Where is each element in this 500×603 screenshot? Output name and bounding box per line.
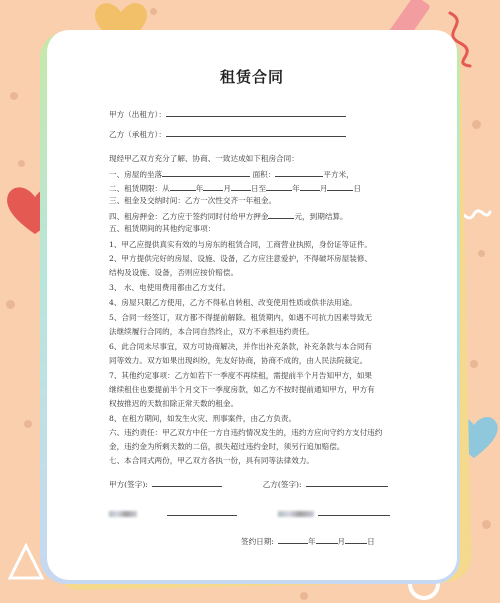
redacted-field bbox=[109, 511, 137, 517]
party-b-line: 乙方（承租方）： bbox=[109, 128, 346, 140]
decor-dot bbox=[482, 520, 491, 529]
contract-page bbox=[47, 30, 457, 580]
clause-location: 一、房屋的坐落 面积： 平方米， bbox=[109, 170, 354, 179]
sign-date: 签约日期: 年 月 日 bbox=[241, 537, 375, 546]
sign-a-label: 甲方(签字): bbox=[109, 480, 148, 489]
redacted-row bbox=[109, 507, 390, 519]
intro-text: 现经甲乙双方充分了解、协商、一致达成如下租房合同： bbox=[109, 154, 299, 163]
clause-item: 同等效力。双方如果出现纠纷，先友好协商，协商不成的，由人民法院裁定。 bbox=[109, 356, 368, 365]
clause-item: 5、合同一经签订，双方都不得提前解除。租赁期内，如遇不可抗力因素导致无 bbox=[109, 313, 373, 322]
decor-dot bbox=[6, 300, 15, 309]
decor-dot bbox=[18, 160, 25, 167]
clause-item: 权按推迟的天数扣除正常天数的租金。 bbox=[109, 399, 239, 408]
signature-row bbox=[109, 478, 388, 490]
decor-dot bbox=[300, 592, 308, 600]
decor-dot bbox=[10, 92, 18, 100]
clause-item: 8、在租方期间，如发生火灾、刑事案件，由乙方负责。 bbox=[109, 414, 297, 423]
decor-dot bbox=[478, 250, 485, 257]
clause-term: 二、租赁期限：从 年 月 日至 年 月 日 bbox=[109, 184, 361, 193]
clause-item: 1、甲乙应提供真实有效的与房东的租赁合同，工商营业执照，身份证等证件。 bbox=[109, 240, 373, 249]
clause-item: 3、 水、电使用费用都由乙方支付。 bbox=[109, 283, 231, 292]
clause-other-heading: 五、租赁期间的其他约定事项： bbox=[109, 224, 216, 233]
decor-dot bbox=[24, 420, 32, 428]
clause-item: 4、房屋只限乙方使用，乙方不得私自转租、改变使用性质或供非法用途。 bbox=[109, 298, 357, 307]
clause-item: 七、本合同式两份，甲乙双方各执一份，具有同等法律效力。 bbox=[109, 456, 315, 465]
decor-dot bbox=[150, 8, 157, 15]
clause-deposit: 四、租房押金：乙方应于签约同时付给甲方押金 元，到期结算。 bbox=[109, 212, 348, 221]
clause-item: 结构及设施、设备，否则应按价赔偿。 bbox=[109, 268, 239, 277]
decor-dot bbox=[470, 360, 478, 368]
sign-b-label: 乙方(签字): bbox=[262, 480, 302, 489]
clause-rent: 三、租金及交纳时间：乙方一次性交齐一年租金。 bbox=[109, 196, 277, 205]
party-a-line: 甲方（出租方）： bbox=[109, 108, 346, 120]
clause-item: 7、其他约定事项：乙方如若下一季度不再续租，需提前半个月告知甲方，如果 bbox=[109, 371, 373, 380]
clause-item: 继续租住也要提前半个月交下一季度房款，如乙方不按时提前通知甲方，甲方有 bbox=[109, 385, 375, 394]
clause-item: 六、违约责任：甲乙双方中任一方自违约情况发生的，违约方应向守约方支付违约 bbox=[109, 428, 383, 437]
clause-item: 2、甲方提供完好的房屋、设施、设备，乙方应注意爱护，不得破坏房屋装修、 bbox=[109, 254, 373, 263]
clause-item: 金，违约金为所剩天数的二倍，损失超过违约金时，须另行追加赔偿。 bbox=[109, 442, 345, 451]
redacted-field bbox=[278, 511, 314, 517]
clause-item: 法继续履行合同的，本合同自然终止，双方不承担违约责任。 bbox=[109, 327, 315, 336]
page-title: 租赁合同 bbox=[219, 68, 284, 86]
clause-item: 6、此合同未尽事宜，双方可协商解决，并作出补充条款，补充条款与本合同有 bbox=[109, 342, 373, 351]
decor-dot bbox=[472, 120, 481, 129]
